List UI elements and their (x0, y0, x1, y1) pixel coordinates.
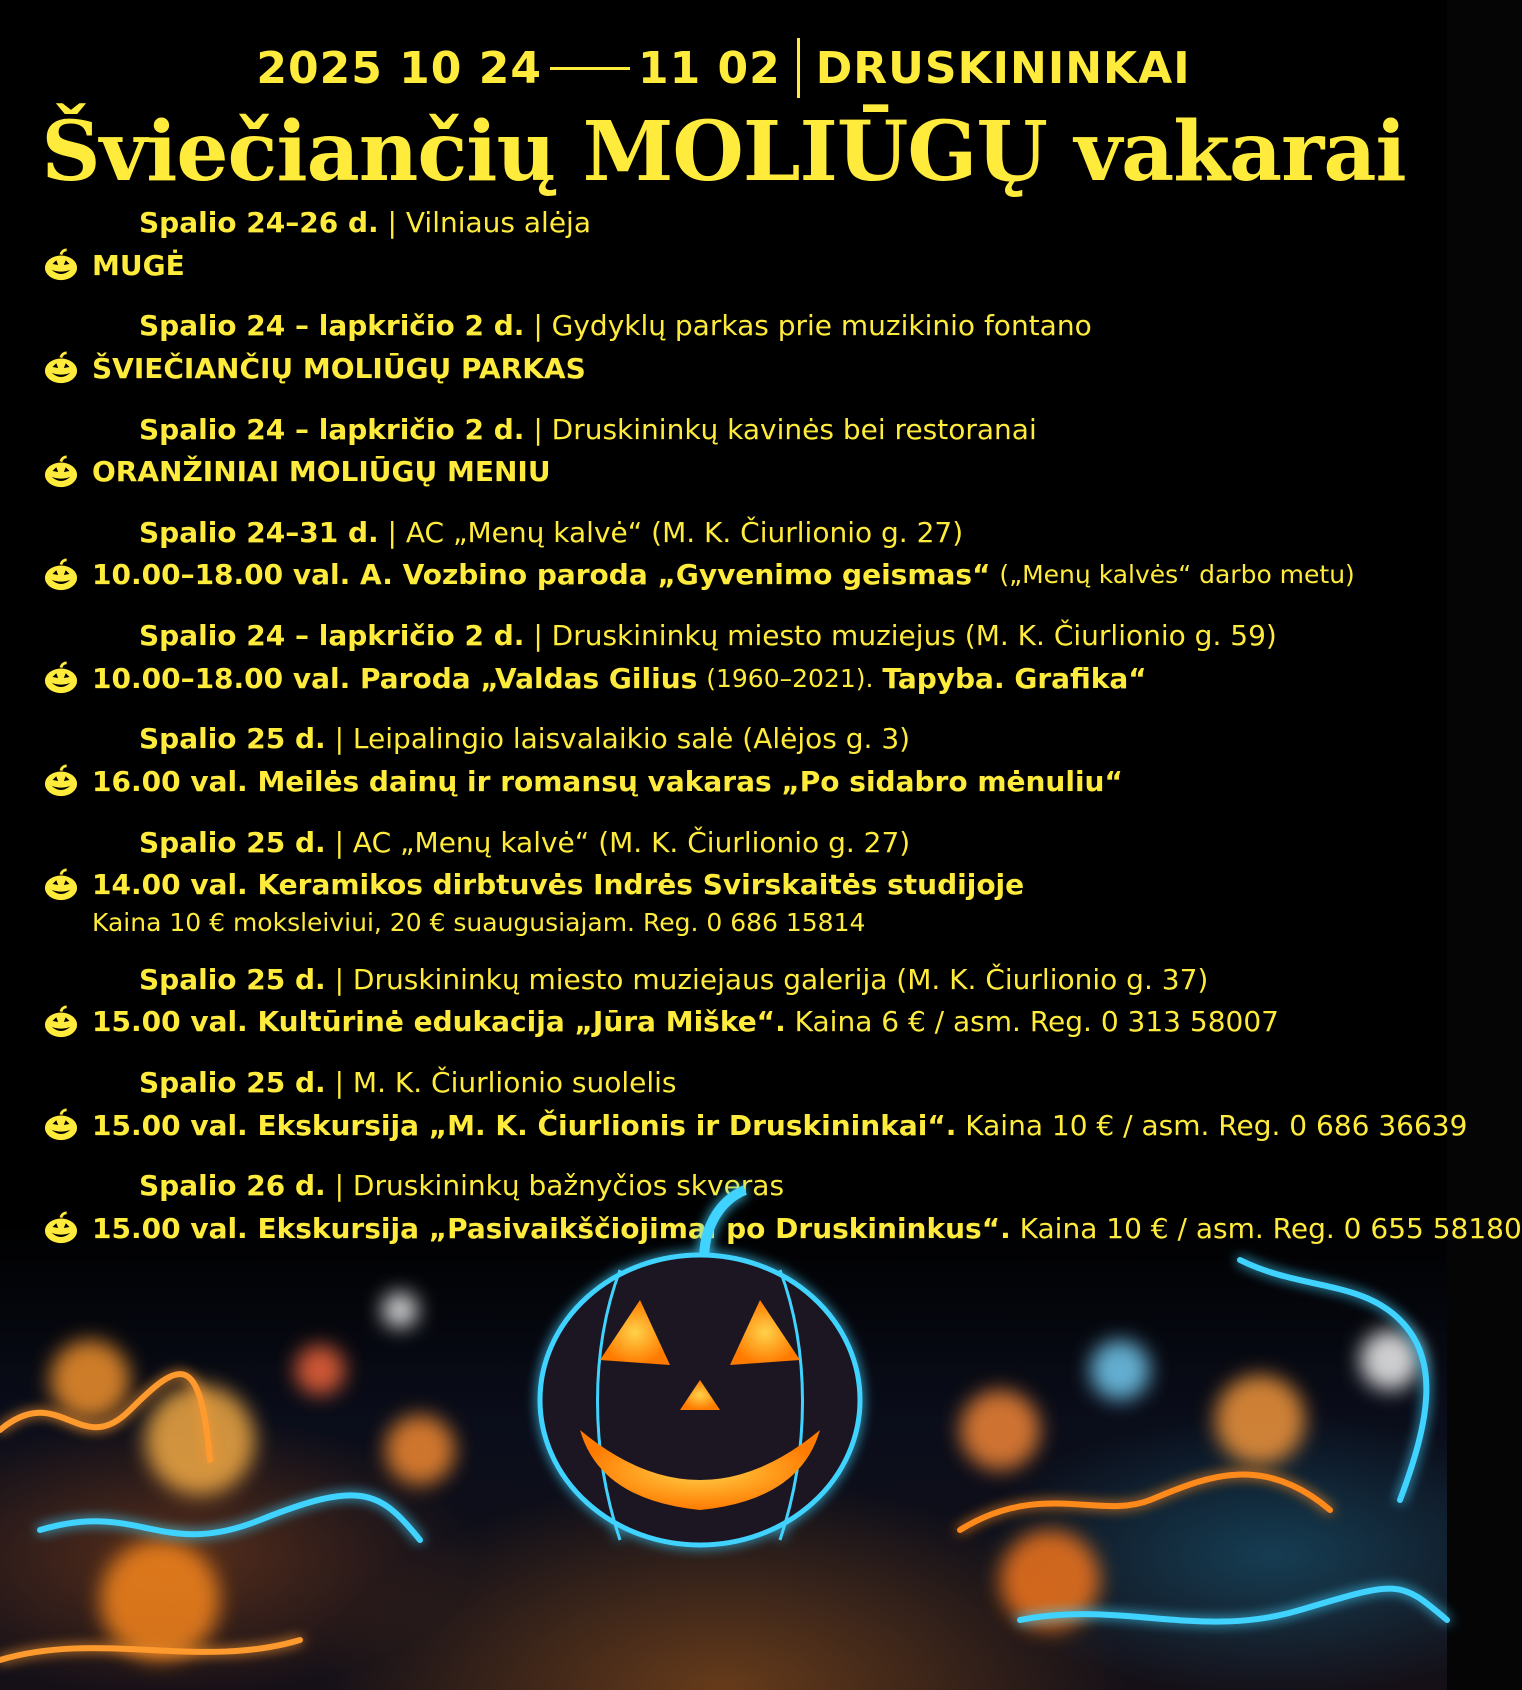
event-item (0, 413, 1447, 516)
event-when (139, 722, 910, 755)
event-date: Spalio 24 – lapkričio 2 d. (139, 619, 525, 653)
event-date: Spalio 24–26 d. (139, 206, 379, 239)
event-when (139, 963, 1208, 996)
event-place: | Druskininkų bažnyčios skveras (334, 1169, 785, 1203)
pumpkin-icon (42, 1108, 80, 1142)
event-what (42, 248, 185, 282)
event-title: 14.00 val. Keramikos dirbtuvės Indrės Svirskaitės studijoje (92, 868, 1025, 902)
event-what (42, 1108, 1467, 1142)
pumpkin-icon (42, 661, 80, 695)
event-when (139, 826, 910, 859)
event-place: | Druskininkų miesto muziejus (M. K. Čiurlionio g. 59) (533, 619, 1277, 653)
event-item (0, 722, 1447, 825)
glowing-pumpkin-scene (0, 1200, 1447, 1690)
event-title: 10.00–18.00 val. Paroda „Valdas Gilius (92, 661, 698, 695)
page-title: Šviečiančių MOLIŪGŲ vakarai (41, 104, 1406, 200)
event-date: Spalio 25 d. (139, 722, 326, 756)
event-list (0, 206, 1522, 1273)
pumpkin-icon (42, 868, 80, 902)
header-separator (797, 38, 800, 98)
event-what (42, 351, 586, 385)
event-title: ORANŽINIAI MOLIŪGŲ MENIU (92, 455, 551, 489)
event-extra: Kaina 10 € / asm. Reg. 0 655 58180 (1019, 1211, 1522, 1245)
date-end: 11 02 (637, 42, 781, 94)
event-when (139, 1066, 677, 1099)
pumpkin-icon (42, 455, 80, 489)
event-place: | Leipalingio laisvalaikio salė (Alėjos g. 3) (334, 722, 911, 756)
pumpkin-icon (42, 351, 80, 385)
event-extra: (1960–2021). (706, 663, 874, 693)
event-extra: Kaina 10 € / asm. Reg. 0 686 36639 (965, 1108, 1468, 1142)
event-date: Spalio 24–31 d. (139, 515, 379, 549)
event-item (0, 826, 1447, 963)
event-when (139, 309, 1092, 342)
event-what (42, 455, 551, 489)
event-title: 16.00 val. Meilės dainų ir romansų vakaras „Po sidabro mėnuliu“ (92, 764, 1123, 798)
event-item (0, 963, 1447, 1066)
event-when (139, 206, 591, 239)
event-place: | Druskininkų miesto muziejaus galerija (M. K. Čiurlionio g. 37) (334, 962, 1209, 996)
event-item (0, 309, 1447, 412)
event-place: | Druskininkų kavinės bei restoranai (533, 412, 1037, 446)
event-date: Spalio 26 d. (139, 1169, 326, 1203)
event-place: | Gydyklų parkas prie muzikinio fontano (533, 309, 1092, 343)
event-date: Spalio 24 – lapkričio 2 d. (139, 309, 525, 343)
event-date: Spalio 24 – lapkričio 2 d. (139, 412, 525, 446)
event-date: Spalio 25 d. (139, 962, 326, 996)
pumpkin-icon (42, 1005, 80, 1039)
location: DRUSKININKAI (815, 42, 1191, 94)
event-when (139, 1169, 784, 1202)
event-place: | M. K. Čiurlionio suolelis (334, 1066, 677, 1100)
event-title: 10.00–18.00 val. A. Vozbino paroda „Gyvenimo geismas“ (92, 558, 991, 592)
date-start: 2025 10 24 (256, 42, 542, 94)
event-item (0, 206, 1447, 309)
event-what (42, 1005, 1279, 1039)
event-what (42, 764, 1123, 798)
pumpkin-icon (42, 764, 80, 798)
event-note: Kaina 10 € moksleiviui, 20 € suaugusiajam. Reg. 0 686 15814 (92, 907, 866, 937)
event-title-2: Tapyba. Grafika“ (882, 661, 1147, 695)
date-dash (550, 67, 630, 70)
pumpkin-icon (42, 558, 80, 592)
event-title: ŠVIEČIANČIŲ MOLIŪGŲ PARKAS (92, 351, 586, 385)
event-when (139, 516, 963, 549)
event-title: 15.00 val. Ekskursija „Pasivaikščiojimai po Druskininkus“. (92, 1211, 1011, 1245)
event-date: Spalio 25 d. (139, 825, 326, 859)
event-item (0, 1066, 1468, 1169)
event-what (42, 558, 1355, 592)
event-when (139, 619, 1277, 652)
event-what (42, 868, 1024, 902)
event-place: | AC „Menų kalvė“ (M. K. Čiurlionio g. 27) (334, 825, 911, 859)
event-title: MUGĖ (92, 248, 185, 282)
event-extra: Kaina 6 € / asm. Reg. 0 313 58007 (794, 1005, 1279, 1039)
event-place: | AC „Menų kalvė“ (M. K. Čiurlionio g. 27) (387, 515, 964, 549)
event-when (139, 413, 1037, 446)
event-place: | Vilniaus alėja (387, 206, 591, 239)
pumpkin-icon (42, 248, 80, 282)
event-date: Spalio 25 d. (139, 1066, 326, 1100)
event-title: 15.00 val. Kultūrinė edukacija „Jūra Miške“. (92, 1005, 786, 1039)
event-what (42, 661, 1147, 695)
event-extra: („Menų kalvės“ darbo metu) (999, 560, 1355, 590)
event-item (0, 516, 1447, 619)
header-dates (0, 38, 1447, 98)
event-item (0, 619, 1447, 722)
event-title: 15.00 val. Ekskursija „M. K. Čiurlionis ir Druskininkai“. (92, 1108, 957, 1142)
